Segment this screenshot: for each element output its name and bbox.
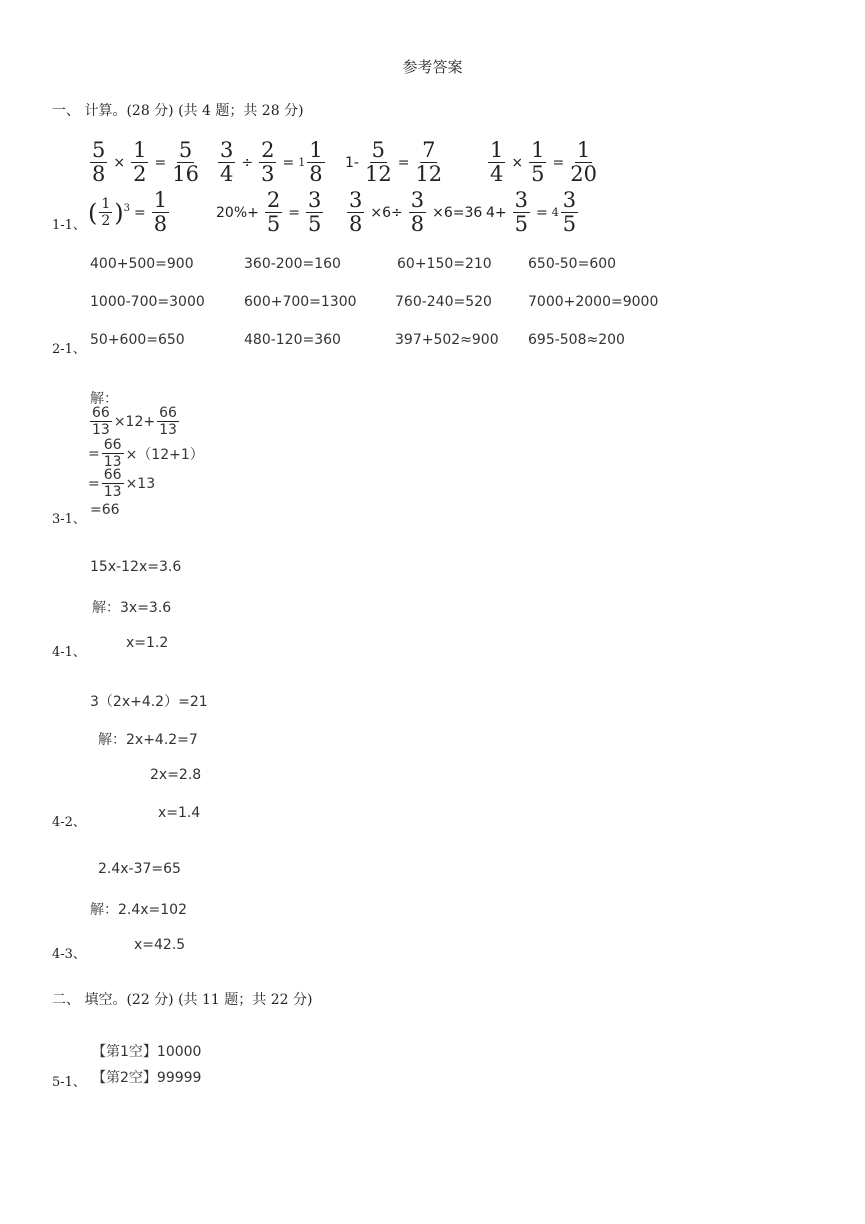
calc-row-1b: $\frac{3}{4}$ ÷ $\frac{2}{3}$ = 1 $\frac{1}{8}$: [220, 138, 323, 186]
answer-label: 5-1、: [52, 1075, 86, 1090]
solution-line-1: $\frac{66}{13}$ ×12+ $\frac{66}{13}$: [92, 405, 177, 438]
equation-line: 2x=2.8: [150, 767, 202, 783]
solution-line-2: = $\frac{66}{13}$ ×（12+1）: [88, 437, 204, 470]
answer-label: 1-1、: [52, 218, 86, 233]
calc-row-1d: $\frac{1}{4}$ × $\frac{1}{5}$ = $\frac{1}{20}$: [490, 138, 597, 186]
list-item: 1000-700=3000: [90, 294, 205, 310]
list-item: 400+500=900: [90, 256, 194, 272]
solution-prefix: 解：: [90, 391, 118, 407]
fraction: $\frac{1}{2}$: [133, 138, 147, 186]
list-item: 397+502≈900: [395, 332, 499, 348]
section-heading-1: 一、 计算。(28 分) (共 4 题；共 28 分): [52, 103, 304, 119]
calc-row-2b: 20%+ $\frac{2}{5}$ = $\frac{3}{5}$: [216, 188, 322, 236]
list-item: 695-508≈200: [528, 332, 625, 348]
list-item: 480-120=360: [244, 332, 341, 348]
calc-row-2d: 4+ $\frac{3}{5}$ = 4 $\frac{3}{5}$: [486, 188, 577, 236]
blank-answer: 【第1空】10000: [92, 1044, 202, 1060]
solution-line-3: = $\frac{66}{13}$ ×13: [88, 467, 156, 500]
list-item: 600+700=1300: [244, 294, 357, 310]
equation-line: 解：2.4x=102: [90, 902, 188, 918]
calc-row-1c: 1- $\frac{5}{12}$ = $\frac{7}{12}$: [345, 138, 443, 186]
blank-answer: 【第2空】99999: [92, 1070, 202, 1086]
page-title: 参考答案: [402, 58, 463, 76]
equation-line: 3（2x+4.2）=21: [90, 694, 208, 710]
equation-line: 解：2x+4.2=7: [98, 732, 198, 748]
equation-line: x=42.5: [134, 937, 186, 953]
equation-line: x=1.2: [126, 635, 169, 651]
list-item: 360-200=160: [244, 256, 341, 272]
answer-label: 4-1、: [52, 645, 86, 660]
answer-label: 3-1、: [52, 512, 86, 527]
list-item: 60+150=210: [397, 256, 492, 272]
answer-label: 4-3、: [52, 947, 86, 962]
list-item: 50+600=650: [90, 332, 185, 348]
list-item: 650-50=600: [528, 256, 617, 272]
fraction: $\frac{5}{8}$: [92, 138, 106, 186]
list-item: 7000+2000=9000: [528, 294, 659, 310]
equation-line: 2.4x-37=65: [98, 861, 181, 877]
fraction: $\frac{5}{16}$: [172, 138, 199, 186]
calc-row-2a: ( $\frac{1}{2}$ ) 3 = $\frac{1}{8}$: [88, 188, 168, 236]
solution-line-4: =66: [90, 502, 120, 518]
section-heading-2: 二、 填空。(22 分) (共 11 题；共 22 分): [52, 992, 313, 1008]
equation-line: x=1.4: [158, 805, 201, 821]
answer-label: 2-1、: [52, 342, 86, 357]
calc-row-2c: $\frac{3}{8}$ ×6÷ $\frac{3}{8}$ ×6=36: [349, 188, 483, 236]
answer-label: 4-2、: [52, 815, 86, 830]
equation-line: 解：3x=3.6: [92, 600, 172, 616]
equation-line: 15x-12x=3.6: [90, 559, 182, 575]
list-item: 760-240=520: [395, 294, 492, 310]
calc-row-1: $\frac{5}{8}$ × $\frac{1}{2}$ = $\frac{5}{16}$: [92, 138, 199, 186]
